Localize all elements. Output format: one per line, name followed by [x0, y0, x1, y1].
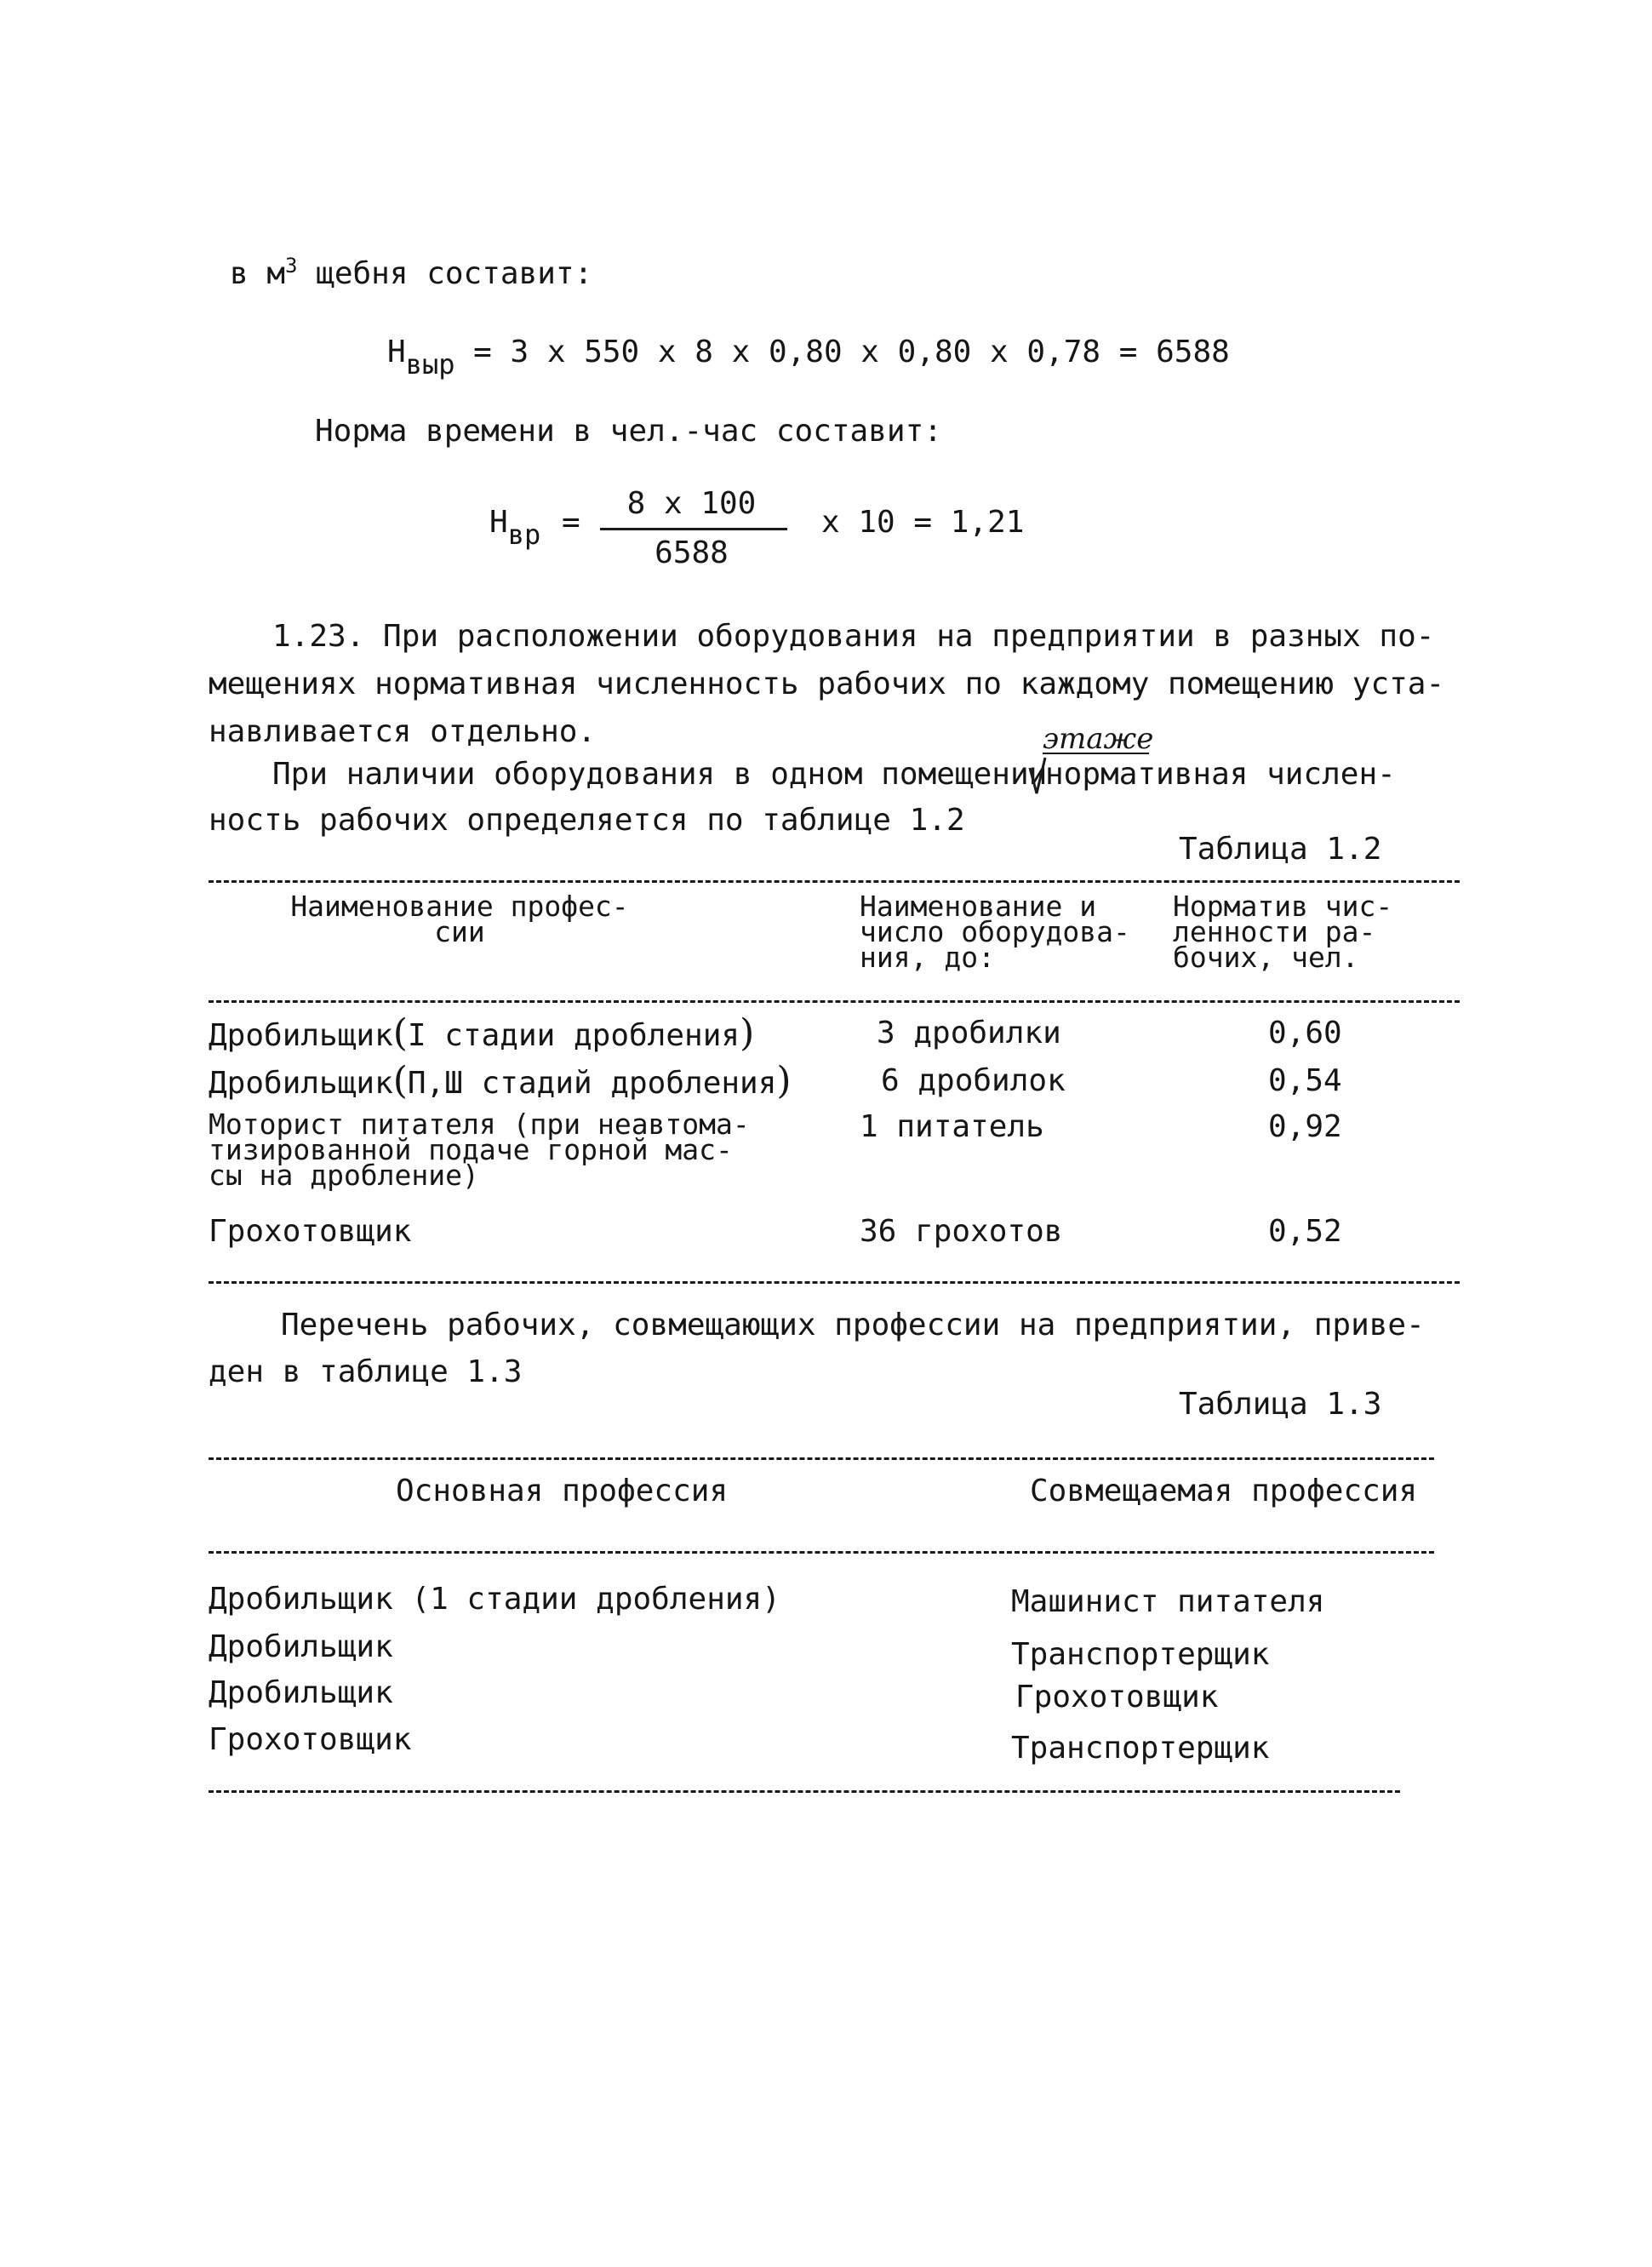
fraction-numerator: 8 х 100	[626, 486, 757, 521]
formula-time	[489, 504, 541, 551]
list-text-line-1: Перечень рабочих, совмещающих профессии на предприятии, приве-	[281, 1308, 1425, 1342]
profession-name: Дробильщик	[209, 1018, 393, 1053]
row-main-profession: Грохотовщик	[209, 1722, 412, 1757]
table-1-3-header-rule	[209, 1551, 1434, 1554]
table-1-3-top-rule	[209, 1457, 1434, 1460]
header-equipment: Наименование и	[860, 890, 1097, 923]
row-combined-profession: Транспортерщик	[1011, 1731, 1270, 1766]
header-profession: Наименование профес-	[290, 890, 629, 923]
row-profession	[209, 1011, 755, 1055]
para-line-3: навливается отдельно.	[209, 714, 597, 749]
header-norm: ленности ра-	[1173, 915, 1376, 948]
header-norm: Норматив чис-	[1173, 890, 1393, 923]
row-main-profession: Дробильщик (1 стадии дробления)	[209, 1582, 780, 1617]
row-norm: 0,52	[1268, 1214, 1342, 1249]
fraction-line	[600, 528, 787, 530]
fraction-denominator: 6588	[655, 535, 729, 570]
bracket-open: (	[392, 1011, 408, 1055]
row-profession	[209, 1059, 792, 1102]
row-combined-profession: Транспортерщик	[1011, 1637, 1270, 1672]
bracket-open: (	[392, 1059, 408, 1102]
row-main-profession: Дробильщик	[209, 1629, 393, 1664]
row-main-profession: Дробильщик	[209, 1675, 393, 1710]
profession-name: Дробильщик	[209, 1066, 393, 1101]
para-line-1: 1.23. При расположении оборудования на предприятии в разных по-	[272, 619, 1435, 654]
row-norm: 0,92	[1268, 1109, 1342, 1144]
para-line-2: мещениях нормативная численность рабочих по каждому помещению уста-	[209, 667, 1445, 701]
row-equipment: 3 дробилки	[877, 1016, 1061, 1050]
formula-time-subscript: вр	[507, 518, 541, 551]
formula-output-subscript: выр	[405, 348, 455, 381]
formula-time-lhs: Н	[489, 505, 508, 540]
bracket-close: )	[776, 1059, 792, 1102]
row-profession: тизированной подаче горной мас-	[209, 1133, 733, 1166]
table-1-2-header-rule	[209, 1000, 1460, 1003]
bracket-close: )	[740, 1011, 755, 1055]
profession-stage: I стадии дробления	[407, 1018, 740, 1053]
intro-suffix: щебня составит:	[297, 256, 593, 291]
formula-output-lhs: Н	[387, 335, 406, 369]
formula-output	[387, 334, 1230, 381]
row-norm: 0,54	[1268, 1063, 1342, 1098]
intro-line	[230, 255, 592, 293]
table-1-3-bottom-rule	[209, 1790, 1400, 1793]
row-equipment: 6 дробилок	[881, 1063, 1066, 1098]
row-profession: сы на дробление)	[209, 1159, 479, 1192]
header-profession: сии	[434, 915, 485, 948]
insertion-caret	[1028, 756, 1047, 799]
formula-time-equals: =	[562, 505, 580, 540]
para-line-4-end: нормативная числен-	[1045, 757, 1396, 792]
list-text-line-2: ден в таблице 1.3	[209, 1354, 523, 1389]
table-1-2-bottom-rule	[209, 1281, 1460, 1284]
row-combined-profession: Грохотовщик	[1015, 1680, 1219, 1715]
formula-time-tail: х 10 = 1,21	[821, 505, 1025, 540]
row-norm: 0,60	[1268, 1016, 1342, 1050]
header-combined-profession: Совмещаемая профессия	[1030, 1474, 1418, 1508]
header-equipment: число оборудова-	[860, 915, 1130, 948]
row-equipment: 1 питатель	[860, 1109, 1044, 1144]
table-1-2-caption: Таблица 1.2	[1179, 832, 1382, 867]
insertion-underline	[1043, 753, 1149, 754]
norm-time-text: Норма времени в чел.-час составит:	[315, 414, 942, 449]
intro-superscript: 3	[285, 254, 298, 278]
row-profession: Моторист питателя (при неавтома-	[209, 1108, 750, 1141]
header-main-profession: Основная профессия	[396, 1474, 729, 1508]
para-line-5: ность рабочих определяется по таблице 1.2	[209, 803, 965, 838]
para-line-4-start: При наличии оборудования в одном помещении	[272, 757, 1048, 792]
header-norm: бочих, чел.	[1173, 941, 1359, 974]
header-equipment: ния, до:	[860, 941, 995, 974]
intro-prefix: в м	[230, 256, 286, 291]
formula-output-rhs: = 3 х 550 х 8 х 0,80 х 0,80 х 0,78 = 6588	[454, 335, 1230, 369]
row-profession: Грохотовщик	[209, 1214, 412, 1249]
handwritten-insertion: этаже	[1043, 722, 1154, 756]
table-1-3-caption: Таблица 1.3	[1179, 1387, 1382, 1422]
row-equipment: 36 грохотов	[860, 1214, 1063, 1249]
row-combined-profession: Машинист питателя	[1011, 1584, 1325, 1619]
table-1-2-top-rule	[209, 880, 1460, 883]
profession-stage: П,Ш стадий дробления	[407, 1066, 777, 1101]
